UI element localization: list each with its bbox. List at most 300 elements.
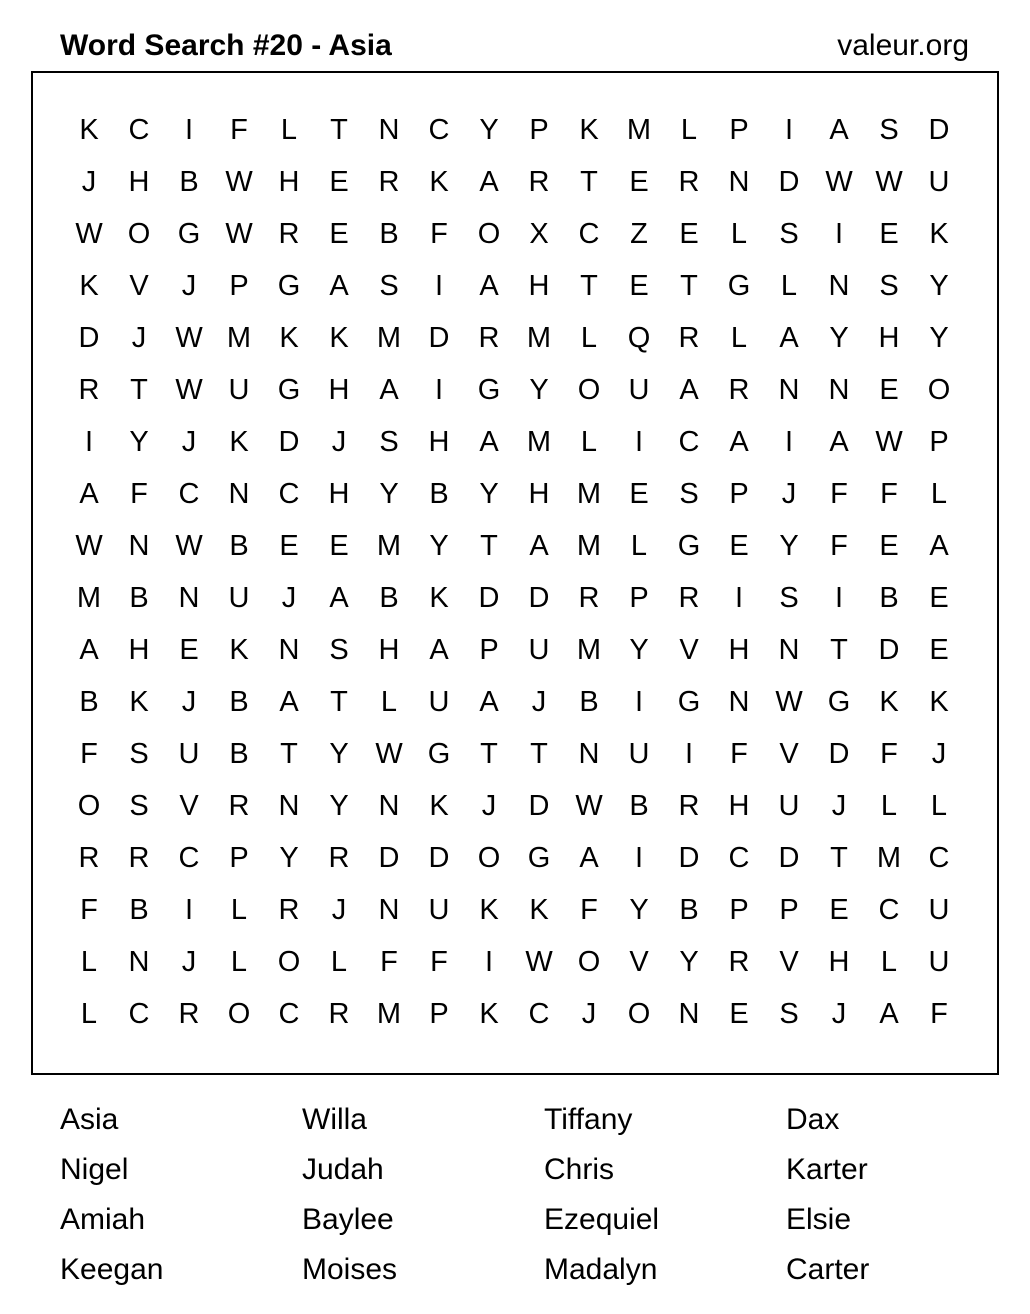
grid-letter: B xyxy=(379,582,399,614)
grid-letter: R xyxy=(278,894,300,926)
grid-letter: X xyxy=(529,218,549,250)
word-list-item: Carter xyxy=(786,1253,870,1286)
grid-letter: T xyxy=(330,686,348,718)
grid-letter: K xyxy=(329,322,349,354)
grid-letter: N xyxy=(828,374,850,406)
grid-letter: I xyxy=(834,218,844,250)
grid-letter: J xyxy=(831,998,847,1030)
grid-letter: Y xyxy=(329,790,349,822)
grid-letter: S xyxy=(879,270,899,302)
grid-letter: C xyxy=(428,114,450,146)
grid-letter: B xyxy=(879,582,899,614)
grid-letter: D xyxy=(78,322,100,354)
grid-letter: O xyxy=(227,998,251,1030)
grid-letter: Z xyxy=(630,218,648,250)
grid-letter: Y xyxy=(379,478,399,510)
grid-letter: F xyxy=(580,894,598,926)
grid-letter: V xyxy=(129,270,149,302)
grid-letter: J xyxy=(531,686,547,718)
grid-letter: P xyxy=(729,478,749,510)
grid-letter: V xyxy=(779,738,799,770)
grid-letter: N xyxy=(678,998,700,1030)
grid-letter: E xyxy=(879,218,899,250)
grid-letter: U xyxy=(428,894,450,926)
word-list-item: Karter xyxy=(786,1153,868,1186)
grid-letter: T xyxy=(130,374,148,406)
grid-letter: N xyxy=(178,582,200,614)
grid-letter: L xyxy=(880,790,898,822)
grid-letter: J xyxy=(281,582,297,614)
grid-letter: S xyxy=(779,218,799,250)
word-list-item: Chris xyxy=(544,1153,615,1186)
grid-letter: D xyxy=(428,322,450,354)
grid-letter: R xyxy=(478,322,500,354)
grid-letter: W xyxy=(875,426,903,458)
grid-letter: N xyxy=(378,894,400,926)
grid-letter: S xyxy=(379,426,399,458)
grid-letter: P xyxy=(929,426,949,458)
grid-letter: K xyxy=(429,582,449,614)
grid-letter: W xyxy=(875,166,903,198)
grid-letter: P xyxy=(729,114,749,146)
grid-letter: A xyxy=(579,842,599,874)
grid-letter: L xyxy=(580,426,598,458)
grid-letter: Y xyxy=(479,114,499,146)
grid-letter: I xyxy=(484,946,494,978)
grid-letter: P xyxy=(629,582,649,614)
grid-letter: O xyxy=(477,218,501,250)
grid-letter: M xyxy=(376,998,402,1030)
grid-letter: U xyxy=(778,790,800,822)
grid-letter: C xyxy=(178,478,200,510)
grid-letter: I xyxy=(784,426,794,458)
grid-letter: I xyxy=(734,582,744,614)
grid-letter: T xyxy=(580,166,598,198)
grid-letter: H xyxy=(328,478,350,510)
grid-letter: R xyxy=(178,998,200,1030)
grid-letter: N xyxy=(828,270,850,302)
grid-letter: L xyxy=(930,790,948,822)
grid-letter: A xyxy=(479,166,499,198)
grid-letter: I xyxy=(184,894,194,926)
grid-letter: E xyxy=(279,530,299,562)
grid-letter: S xyxy=(779,582,799,614)
grid-letter: F xyxy=(130,478,148,510)
word-list-item: Baylee xyxy=(302,1203,394,1236)
grid-letter: I xyxy=(634,426,644,458)
grid-letter: Y xyxy=(629,894,649,926)
grid-letter: K xyxy=(429,790,449,822)
grid-letter: P xyxy=(729,894,749,926)
grid-letter: N xyxy=(278,634,300,666)
grid-letter: A xyxy=(829,426,849,458)
grid-letter: T xyxy=(830,842,848,874)
grid-letter: U xyxy=(928,166,950,198)
grid-letter: L xyxy=(730,322,748,354)
grid-letter: H xyxy=(378,634,400,666)
grid-letter: K xyxy=(229,634,249,666)
grid-letter: D xyxy=(378,842,400,874)
grid-letter: R xyxy=(728,374,750,406)
grid-letter: N xyxy=(728,166,750,198)
grid-letter: F xyxy=(830,530,848,562)
grid-letter: D xyxy=(778,842,800,874)
grid-letter: E xyxy=(679,218,699,250)
grid-letter: A xyxy=(779,322,799,354)
grid-letter: O xyxy=(577,374,601,406)
grid-letter: G xyxy=(677,530,701,562)
grid-letter: L xyxy=(280,114,298,146)
grid-letter: L xyxy=(230,946,248,978)
grid-letter: B xyxy=(179,166,199,198)
grid-letter: E xyxy=(629,166,649,198)
grid-letter: Y xyxy=(279,842,299,874)
grid-letter: J xyxy=(931,738,947,770)
grid-letter: B xyxy=(129,582,149,614)
grid-letter: P xyxy=(229,842,249,874)
grid-letter: P xyxy=(779,894,799,926)
grid-letter: Y xyxy=(679,946,699,978)
grid-letter: E xyxy=(879,530,899,562)
grid-letter: I xyxy=(634,686,644,718)
grid-letter: M xyxy=(76,582,102,614)
grid-letter: I xyxy=(84,426,94,458)
grid-letter: O xyxy=(927,374,951,406)
grid-letter: N xyxy=(278,790,300,822)
grid-letter: K xyxy=(479,998,499,1030)
grid-letter: W xyxy=(575,790,603,822)
grid-letter: M xyxy=(626,114,652,146)
grid-letter: V xyxy=(679,634,699,666)
grid-letter: E xyxy=(629,270,649,302)
grid-letter: A xyxy=(329,270,349,302)
grid-letter: W xyxy=(175,530,203,562)
grid-letter: F xyxy=(230,114,248,146)
grid-letter: B xyxy=(229,686,249,718)
grid-letter: C xyxy=(878,894,900,926)
grid-letter: R xyxy=(528,166,550,198)
grid-letter: B xyxy=(629,790,649,822)
grid-letter: L xyxy=(780,270,798,302)
grid-letter: H xyxy=(128,634,150,666)
grid-letter: F xyxy=(830,478,848,510)
grid-letter: N xyxy=(228,478,250,510)
grid-letter: I xyxy=(784,114,794,146)
grid-letter: C xyxy=(528,998,550,1030)
grid-letter: D xyxy=(878,634,900,666)
grid-letter: R xyxy=(128,842,150,874)
grid-letter: A xyxy=(79,478,99,510)
grid-letter: A xyxy=(479,426,499,458)
grid-letter: C xyxy=(278,998,300,1030)
grid-letter: R xyxy=(328,998,350,1030)
grid-letter: F xyxy=(430,946,448,978)
grid-letter: G xyxy=(827,686,851,718)
grid-letter: R xyxy=(78,842,100,874)
grid-letter: S xyxy=(129,790,149,822)
grid-letter: I xyxy=(684,738,694,770)
grid-letter: J xyxy=(331,426,347,458)
grid-letter: W xyxy=(825,166,853,198)
grid-letter: E xyxy=(179,634,199,666)
grid-letter: R xyxy=(678,790,700,822)
grid-letter: Y xyxy=(929,322,949,354)
grid-letter: N xyxy=(128,946,150,978)
grid-letter: B xyxy=(129,894,149,926)
grid-letter: K xyxy=(479,894,499,926)
grid-letter: I xyxy=(834,582,844,614)
grid-letter: L xyxy=(930,478,948,510)
grid-letter: M xyxy=(526,322,552,354)
grid-letter: B xyxy=(679,894,699,926)
word-list-item: Asia xyxy=(60,1103,119,1136)
grid-letter: J xyxy=(181,946,197,978)
grid-letter: C xyxy=(128,998,150,1030)
word-list-item: Ezequiel xyxy=(544,1203,660,1236)
grid-letter: Y xyxy=(829,322,849,354)
word-list-item: Elsie xyxy=(786,1203,852,1236)
grid-letter: F xyxy=(430,218,448,250)
grid-letter: M xyxy=(576,478,602,510)
grid-letter: O xyxy=(577,946,601,978)
grid-letter: W xyxy=(225,166,253,198)
grid-letter: J xyxy=(481,790,497,822)
grid-letter: P xyxy=(229,270,249,302)
grid-letter: O xyxy=(627,998,651,1030)
grid-letter: A xyxy=(379,374,399,406)
grid-letter: H xyxy=(278,166,300,198)
grid-letter: E xyxy=(829,894,849,926)
grid-letter: B xyxy=(579,686,599,718)
grid-letter: K xyxy=(929,218,949,250)
grid-letter: A xyxy=(729,426,749,458)
grid-letter: V xyxy=(779,946,799,978)
word-list-item: Amiah xyxy=(60,1203,146,1236)
grid-letter: H xyxy=(878,322,900,354)
grid-letter: B xyxy=(429,478,449,510)
grid-letter: G xyxy=(677,686,701,718)
grid-letter: G xyxy=(477,374,501,406)
grid-letter: A xyxy=(879,998,899,1030)
grid-letter: T xyxy=(580,270,598,302)
grid-letter: A xyxy=(429,634,449,666)
grid-letter: R xyxy=(578,582,600,614)
grid-letter: N xyxy=(778,634,800,666)
grid-letter: D xyxy=(528,790,550,822)
grid-letter: T xyxy=(280,738,298,770)
grid-letter: F xyxy=(930,998,948,1030)
grid-letter: A xyxy=(929,530,949,562)
grid-letter: L xyxy=(230,894,248,926)
grid-letter: K xyxy=(929,686,949,718)
grid-letter: J xyxy=(781,478,797,510)
grid-letter: K xyxy=(529,894,549,926)
grid-letter: Y xyxy=(779,530,799,562)
grid-letter: W xyxy=(75,218,103,250)
word-list-item: Keegan xyxy=(60,1253,164,1286)
grid-letter: A xyxy=(479,686,499,718)
grid-letter: B xyxy=(79,686,99,718)
grid-letter: H xyxy=(728,790,750,822)
grid-letter: W xyxy=(75,530,103,562)
grid-letter: K xyxy=(79,114,99,146)
grid-letter: U xyxy=(928,946,950,978)
grid-letter: Y xyxy=(429,530,449,562)
grid-letter: S xyxy=(879,114,899,146)
grid-letter: U xyxy=(178,738,200,770)
grid-letter: U xyxy=(628,374,650,406)
grid-letter: P xyxy=(429,998,449,1030)
grid-letter: L xyxy=(380,686,398,718)
grid-letter: E xyxy=(329,530,349,562)
grid-letter: S xyxy=(679,478,699,510)
grid-letter: W xyxy=(775,686,803,718)
grid-letter: I xyxy=(184,114,194,146)
grid-letter: U xyxy=(528,634,550,666)
word-list-item: Tiffany xyxy=(544,1103,633,1136)
grid-letter: F xyxy=(380,946,398,978)
grid-letter: K xyxy=(79,270,99,302)
grid-letter: C xyxy=(728,842,750,874)
grid-letter: N xyxy=(728,686,750,718)
grid-letter: E xyxy=(329,218,349,250)
grid-letter: A xyxy=(529,530,549,562)
grid-letter: R xyxy=(678,322,700,354)
grid-letter: T xyxy=(830,634,848,666)
grid-letter: N xyxy=(128,530,150,562)
grid-letter: L xyxy=(80,998,98,1030)
word-list-item: Madalyn xyxy=(544,1253,658,1286)
grid-letter: J xyxy=(181,270,197,302)
grid-letter: A xyxy=(679,374,699,406)
grid-letter: R xyxy=(678,582,700,614)
grid-letter: C xyxy=(278,478,300,510)
grid-letter: D xyxy=(528,582,550,614)
grid-letter: L xyxy=(580,322,598,354)
grid-letter: Y xyxy=(929,270,949,302)
grid-letter: K xyxy=(229,426,249,458)
grid-letter: C xyxy=(578,218,600,250)
grid-letter: L xyxy=(880,946,898,978)
grid-letter: D xyxy=(828,738,850,770)
grid-letter: C xyxy=(678,426,700,458)
grid-letter: R xyxy=(678,166,700,198)
grid-letter: W xyxy=(375,738,403,770)
grid-letter: D xyxy=(928,114,950,146)
grid-letter: T xyxy=(480,738,498,770)
grid-letter: J xyxy=(331,894,347,926)
grid-letter: M xyxy=(576,530,602,562)
grid-letter: M xyxy=(226,322,252,354)
grid-letter: T xyxy=(680,270,698,302)
grid-letter: L xyxy=(680,114,698,146)
grid-letter: C xyxy=(178,842,200,874)
grid-letter: S xyxy=(779,998,799,1030)
grid-letter: R xyxy=(78,374,100,406)
grid-letter: M xyxy=(526,426,552,458)
grid-letter: L xyxy=(730,218,748,250)
grid-letter: K xyxy=(129,686,149,718)
grid-letter: K xyxy=(879,686,899,718)
grid-letter: U xyxy=(428,686,450,718)
word-list xyxy=(60,1095,1028,1295)
grid-letter: S xyxy=(329,634,349,666)
grid-letter: D xyxy=(678,842,700,874)
grid-letter: G xyxy=(727,270,751,302)
grid-letter: U xyxy=(228,582,250,614)
word-list-item: Dax xyxy=(786,1103,840,1136)
grid-letter: S xyxy=(129,738,149,770)
grid-letter: D xyxy=(428,842,450,874)
grid-letter: E xyxy=(929,582,949,614)
grid-letter: U xyxy=(928,894,950,926)
grid-letter: M xyxy=(876,842,902,874)
grid-letter: E xyxy=(729,998,749,1030)
grid-letter: A xyxy=(329,582,349,614)
grid-letter: T xyxy=(530,738,548,770)
grid-letter: H xyxy=(428,426,450,458)
grid-letter: B xyxy=(229,738,249,770)
grid-letter: U xyxy=(628,738,650,770)
grid-letter: N xyxy=(378,114,400,146)
letter-grid xyxy=(64,104,964,1040)
grid-letter: R xyxy=(728,946,750,978)
grid-letter: J xyxy=(181,686,197,718)
grid-letter: O xyxy=(277,946,301,978)
grid-letter: Y xyxy=(129,426,149,458)
grid-letter: W xyxy=(175,322,203,354)
grid-letter: W xyxy=(525,946,553,978)
grid-letter: L xyxy=(630,530,648,562)
grid-letter: L xyxy=(80,946,98,978)
grid-letter: F xyxy=(880,738,898,770)
grid-letter: R xyxy=(278,218,300,250)
grid-letter: R xyxy=(378,166,400,198)
page-title: Word Search #20 - Asia xyxy=(60,29,392,62)
grid-letter: J xyxy=(81,166,97,198)
grid-letter: K xyxy=(279,322,299,354)
grid-letter: M xyxy=(576,634,602,666)
site-name: valeur.org xyxy=(837,29,969,62)
grid-letter: D xyxy=(478,582,500,614)
grid-letter: V xyxy=(629,946,649,978)
grid-letter: D xyxy=(778,166,800,198)
grid-letter: H xyxy=(728,634,750,666)
grid-letter: M xyxy=(376,322,402,354)
grid-letter: T xyxy=(480,530,498,562)
grid-letter: B xyxy=(379,218,399,250)
grid-letter: H xyxy=(528,270,550,302)
grid-letter: Y xyxy=(329,738,349,770)
grid-letter: Y xyxy=(629,634,649,666)
grid-letter: N xyxy=(378,790,400,822)
grid-letter: E xyxy=(629,478,649,510)
grid-letter: A xyxy=(829,114,849,146)
grid-letter: K xyxy=(429,166,449,198)
grid-letter: J xyxy=(831,790,847,822)
grid-letter: P xyxy=(479,634,499,666)
grid-letter: N xyxy=(778,374,800,406)
grid-letter: K xyxy=(579,114,599,146)
grid-letter: F xyxy=(730,738,748,770)
grid-letter: S xyxy=(379,270,399,302)
grid-letter: O xyxy=(127,218,151,250)
grid-letter: G xyxy=(277,374,301,406)
grid-letter: T xyxy=(330,114,348,146)
grid-letter: P xyxy=(529,114,549,146)
grid-letter: W xyxy=(225,218,253,250)
word-list-item: Willa xyxy=(302,1103,367,1136)
